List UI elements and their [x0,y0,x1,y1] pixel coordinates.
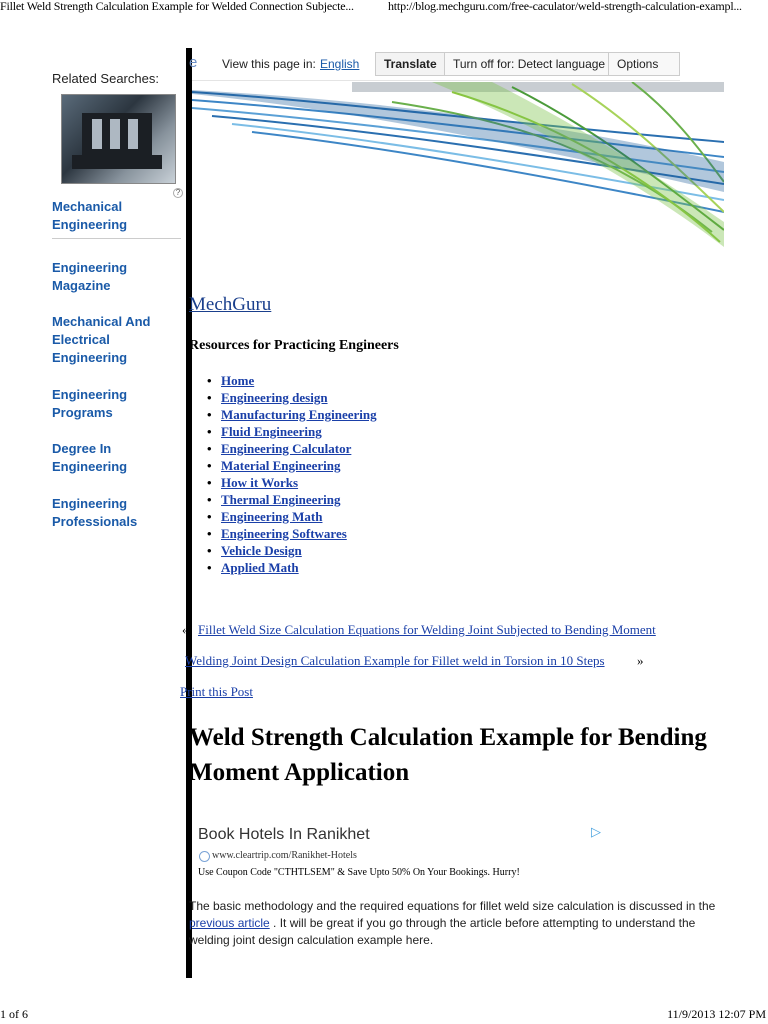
nav-link-math[interactable]: Engineering Math [221,509,323,524]
next-post-marker: » [637,653,644,668]
ad-url-icon [199,851,210,862]
sidebar-item-label: Degree In Engineering [52,441,128,474]
nav-link-manufacturing[interactable]: Manufacturing Engineering [221,407,377,422]
banner-swoosh-graphic [192,82,724,247]
main-nav [204,372,377,576]
sidebar-item-label: Mechanical And Electrical Engineering [52,314,151,365]
related-searches-heading: Related Searches: [52,71,159,86]
nav-link-applied-math[interactable]: Applied Math [221,560,299,575]
nav-item [204,372,377,389]
nav-item [204,508,377,525]
nav-link-home[interactable]: Home [221,373,255,388]
sidebar-item-engineering-professionals[interactable] [52,495,137,531]
nav-item [204,457,377,474]
sidebar-item-engineering-magazine[interactable] [52,259,127,295]
engine-thumbnail-image[interactable] [61,94,176,184]
site-description: Resources for Practicing Engineers [189,338,399,353]
nav-item [204,389,377,406]
ad-description: Use Coupon Code "CTHTLSEM" & Save Upto 50% On Your Bookings. Hurry! [198,867,520,878]
post-title: Weld Strength Calculation Example for Bending Moment Application [189,724,707,786]
nav-item [204,423,377,440]
nav-item [204,440,377,457]
next-post-link[interactable]: Welding Joint Design Calculation Example for Fillet weld in Torsion in 10 Steps [185,653,605,668]
nav-item [204,491,377,508]
nav-item [204,406,377,423]
ad-url[interactable]: www.cleartrip.com/Ranikhet-Hotels [212,850,357,861]
sidebar-item-mechanical-engineering[interactable] [52,198,127,234]
nav-link-thermal[interactable]: Thermal Engineering [221,492,341,507]
sidebar-item-label: Engineering Programs [52,387,128,420]
nav-link-calculator[interactable]: Engineering Calculator [221,441,352,456]
sidebar-item-engineering-programs[interactable] [52,386,127,422]
nav-item [204,542,377,559]
previous-article-link[interactable]: previous article [189,916,270,930]
translate-button[interactable]: Translate [375,52,446,76]
ad-choices-icon[interactable]: ▷ [591,824,601,839]
nav-link-how-it-works[interactable]: How it Works [221,475,299,490]
page-header-url: http://blog.mechguru.com/free-caculator/weld-strength-calculation-exampl... [388,0,742,13]
ad-title-link[interactable]: Book Hotels In Ranikhet [198,826,370,843]
body-text-start: The basic methodology and the required equations for fillet weld size calculation is discussed in the [189,899,716,913]
translate-logo-fragment: e [189,54,198,71]
nav-link-material[interactable]: Material Engineering [221,458,341,473]
sidebar-item-label: Mechanical Engineering [52,199,128,232]
translate-bar [189,48,680,81]
nav-link-engineering-design[interactable]: Engineering design [221,390,328,405]
nav-link-fluid[interactable]: Fluid Engineering [221,424,322,439]
page-header-title: Fillet Weld Strength Calculation Example for Welded Connection Subjecte... [0,0,354,13]
header-banner-graphic [192,82,724,247]
nav-item [204,474,377,491]
print-post-link[interactable]: Print this Post [180,684,253,699]
sidebar-item-label: Engineering Professionals [52,496,138,529]
language-select[interactable]: English [320,57,360,71]
options-button[interactable]: Options [608,52,680,76]
print-timestamp: 11/9/2013 12:07 PM [667,1007,766,1021]
nav-link-softwares[interactable]: Engineering Softwares [221,526,347,541]
prev-post-link[interactable]: Fillet Weld Size Calculation Equations for Welding Joint Subjected to Bending Moment [198,622,656,637]
site-title-link[interactable]: MechGuru [189,294,272,315]
prev-post-marker: « [182,622,189,637]
nav-item [204,525,377,542]
view-page-label: View this page in: [222,57,316,71]
page-count: 1 of 6 [0,1007,28,1021]
post-body-paragraph [189,898,729,949]
sidebar-item-label: Engineering Magazine [52,260,128,293]
sidebar-item-degree-in-engineering[interactable] [52,440,127,476]
nav-link-vehicle-design[interactable]: Vehicle Design [221,543,302,558]
related-searches-sidebar [42,48,188,978]
sidebar-item-mechanical-electrical[interactable] [52,313,150,367]
sidebar-divider [52,238,181,239]
body-text-end: . It will be great if you go through the article before attempting to understand the welding joint design calculation example here. [189,916,696,947]
turn-off-button[interactable]: Turn off for: Detect language [444,52,614,76]
help-icon[interactable]: ? [173,188,183,198]
nav-item [204,559,377,576]
